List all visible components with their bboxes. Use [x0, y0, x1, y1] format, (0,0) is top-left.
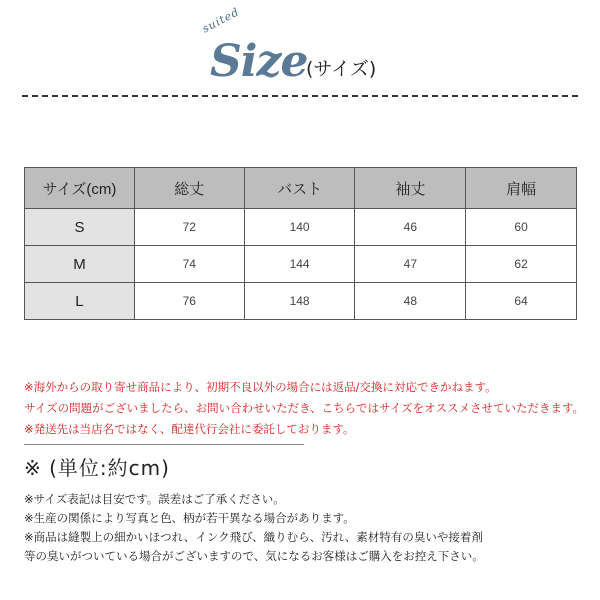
cell-bust: 140: [244, 209, 355, 246]
unit-divider: [24, 444, 304, 445]
general-notes: [24, 490, 584, 566]
general-note: ※サイズ表記は目安です。誤差はご了承ください。: [24, 492, 285, 506]
cell-length: 76: [134, 283, 244, 320]
row-size-label: M: [25, 246, 135, 283]
cell-sleeve: 46: [355, 209, 466, 246]
size-table: [24, 167, 577, 320]
general-note: ※商品は縫製上の細かいほつれ、インク飛び、織りむら、汚れ、素材特有の臭いや接着剤: [24, 530, 483, 544]
cell-shoulder: 60: [466, 209, 577, 246]
cell-sleeve: 48: [355, 283, 466, 320]
col-header-shoulder: 肩幅: [466, 168, 577, 209]
row-size-label: S: [25, 209, 135, 246]
cell-shoulder: 62: [466, 246, 577, 283]
warning-note: サイズの問題がございましたら、お問い合わせいただき、こちらではサイズをオススメさせていただきます。: [24, 401, 585, 415]
cell-bust: 148: [244, 283, 355, 320]
table-row: [25, 246, 577, 283]
dashed-divider: [22, 95, 578, 97]
size-title: Size: [210, 36, 308, 87]
table-row: [25, 209, 577, 246]
cell-length: 72: [134, 209, 244, 246]
unit-label: ※ (単位:約cm): [24, 456, 170, 480]
cell-bust: 144: [244, 246, 355, 283]
general-note: 等の臭いがついている場合がございますので、気になるお客様はご購入をお控え下さい。: [24, 549, 484, 563]
warning-note: ※発送先は当店名ではなく、配達代行会社に委託しております。: [24, 422, 355, 436]
warning-notes: [24, 377, 584, 440]
table-header-row: [25, 168, 577, 209]
row-size-label: L: [25, 283, 135, 320]
col-header-size: サイズ(cm): [25, 168, 135, 209]
size-header: [0, 0, 600, 96]
size-subtitle: (サイズ): [306, 58, 377, 80]
cell-shoulder: 64: [466, 283, 577, 320]
script-word: suited: [200, 5, 242, 36]
cell-length: 74: [134, 246, 244, 283]
table-row: [25, 283, 577, 320]
col-header-sleeve: 袖丈: [355, 168, 466, 209]
warning-note: ※海外からの取り寄せ商品により、初期不良以外の場合には返品/交換に対応できかねます。: [24, 380, 497, 394]
col-header-bust: バスト: [244, 168, 355, 209]
cell-sleeve: 47: [355, 246, 466, 283]
col-header-length: 総丈: [134, 168, 244, 209]
general-note: ※生産の関係により写真と色、柄が若干異なる場合があります。: [24, 511, 355, 525]
